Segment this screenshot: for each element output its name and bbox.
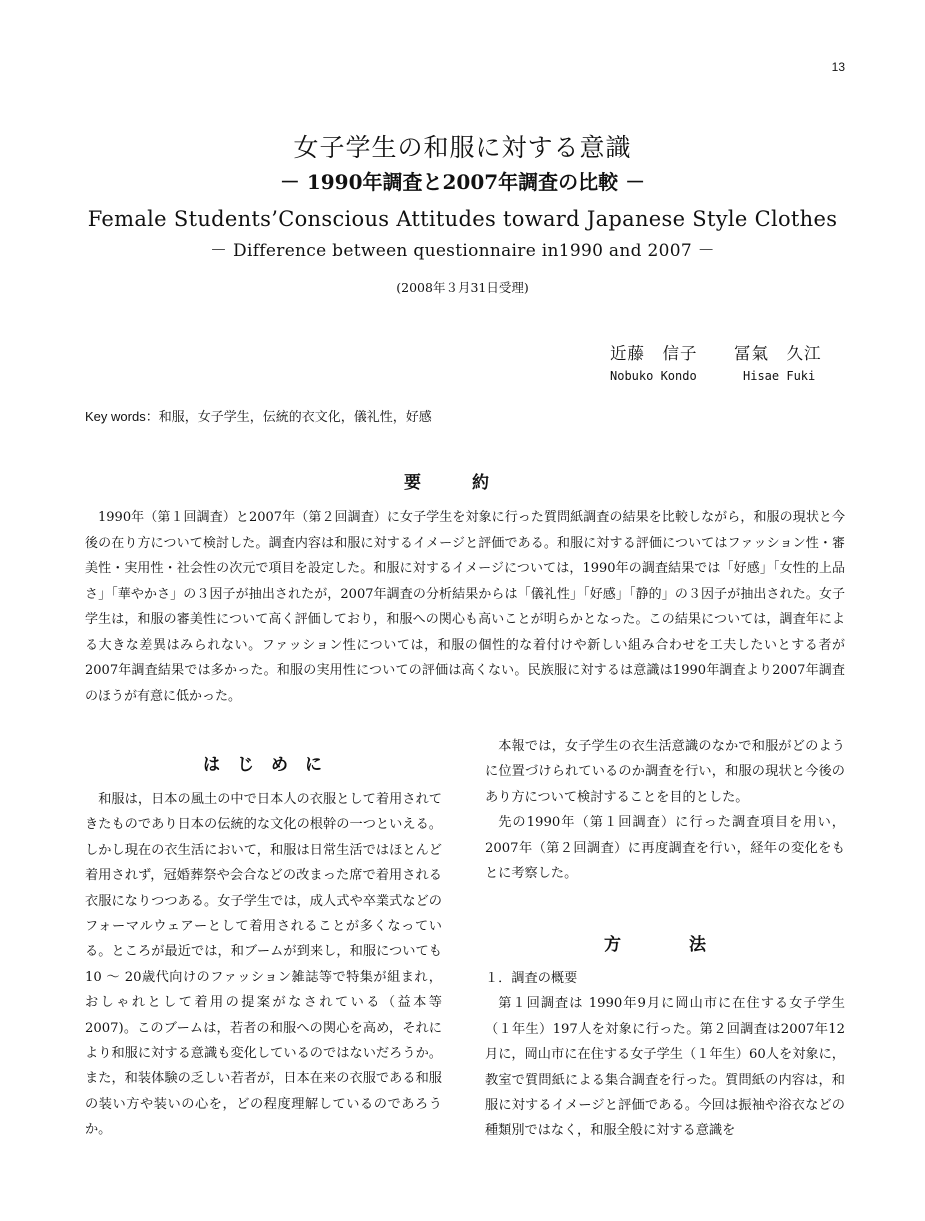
intro-section (85, 787, 442, 1143)
right-column-intro (485, 734, 845, 886)
subtitle-english: － Difference between questionnaire in1990 and 2007 － (210, 241, 715, 261)
intro-paragraph: 和服は，日本の風土の中で日本人の衣服として着用されてきたものであり日本の伝統的な文化の根幹の一つといえる。しかし現在の衣生活において，和服は日常生活ではほとんど着用されず，冠婚葬祭や会合などの改まった席で着用される衣服になりつつある。女子学生では，成人式や卒業式などのフォーマルウェアーとして着用されることが多くなっている。ところが最近では，和ブームが到来し，和服についても10 ～ 20歳代向けのファッション雑誌等で特集が組まれ，おしゃれとして着用の提案がなされている（益本等 2007)。このブームは，若者の和服への関心を高め，それにより和服に対する意識も変化しているのではないだろうか。また，和装体験の乏しい若者が，日本在来の衣服である和服の装い方や装いの心を，どの程度理解しているのであろうか。 (85, 792, 442, 1138)
author-2-name-en: Hisae Fuki (743, 369, 816, 383)
received-date: (2008年３月31日受理) (396, 280, 529, 295)
author-1-name-en: Nobuko Kondo (610, 369, 697, 383)
right-paragraph-2: 先の1990年（第１回調査）に行った調査項目を用い，2007年（第２回調査）に再度調査を行い，経年の変化をもとに考察した。 (485, 815, 845, 882)
page-number: 13 (831, 60, 845, 74)
intro-heading: は じ め に (203, 755, 322, 775)
methods-section (485, 966, 845, 1144)
right-paragraph-1: 本報では，女子学生の衣生活意識のなかで和服がどのように位置づけられているのか調査を行い，和服の現状と今後のあり方について検討することを目的とした。 (485, 739, 845, 805)
keywords (85, 406, 432, 425)
methods-paragraph: 第１回調査は 1990年9月に岡山市に在住する女子学生（１年生）197人を対象に行った。第２回調査は2007年12月に，岡山市に在住する女子学生（１年生）60人を対象に，教室で質問紙による集合調査を行った。質問紙の内容は，和服に対するイメージと評価である。今回は振袖や浴衣などの種類別ではなく，和服全般に対する意識を (485, 996, 845, 1139)
keywords-text: 和服，女子学生，伝統的衣文化，儀礼性，好感 (158, 410, 432, 425)
author-1-name-jp: 近藤 信子 (610, 344, 698, 363)
title-japanese: 女子学生の和服に対する意識 (293, 133, 632, 162)
methods-subheading: １．調査の概要 (485, 971, 578, 986)
abstract-heading: 要 約 (404, 473, 489, 493)
subtitle-japanese: － 1990年調査と2007年調査の比較 － (279, 170, 646, 194)
abstract-text: 1990年（第１回調査）と2007年（第２回調査）に女子学生を対象に行った質問紙調査の結果を比較しながら，和服の現状と今後の在り方について検討した。調査内容は和服に対するイメージと評価である。和服に対する評価についてはファッション性・審美性・実用性・社会性の次元で項目を設定した。和服に対するイメージについては，1990年の調査結果では「好感」「女性的上品さ」「華やかさ」の３因子が抽出されたが，2007年調査の分析結果からは「儀礼性」「好感」「静的」の３因子が抽出された。女子学生は，和服の審美性について高く評価しており，和服への関心も高いことが明らかとなった。この結果については，調査年による大きな差異はみられない。ファッション性については，和服の個性的な着付けや新しい組み合わせを工夫したいとする者が2007年調査結果では多かった。和服の実用性についての評価は高くない。民族服に対するは意識は1990年調査より2007年調査のほうが有意に低かった。 (85, 510, 845, 704)
author-2-name-jp: 冨氣 久江 (734, 344, 822, 363)
methods-heading: 方 法 (604, 935, 706, 955)
keywords-label: Key words： (85, 409, 159, 424)
title-english: Female Students’Conscious Attitudes toward Japanese Style Clothes (87, 207, 838, 231)
